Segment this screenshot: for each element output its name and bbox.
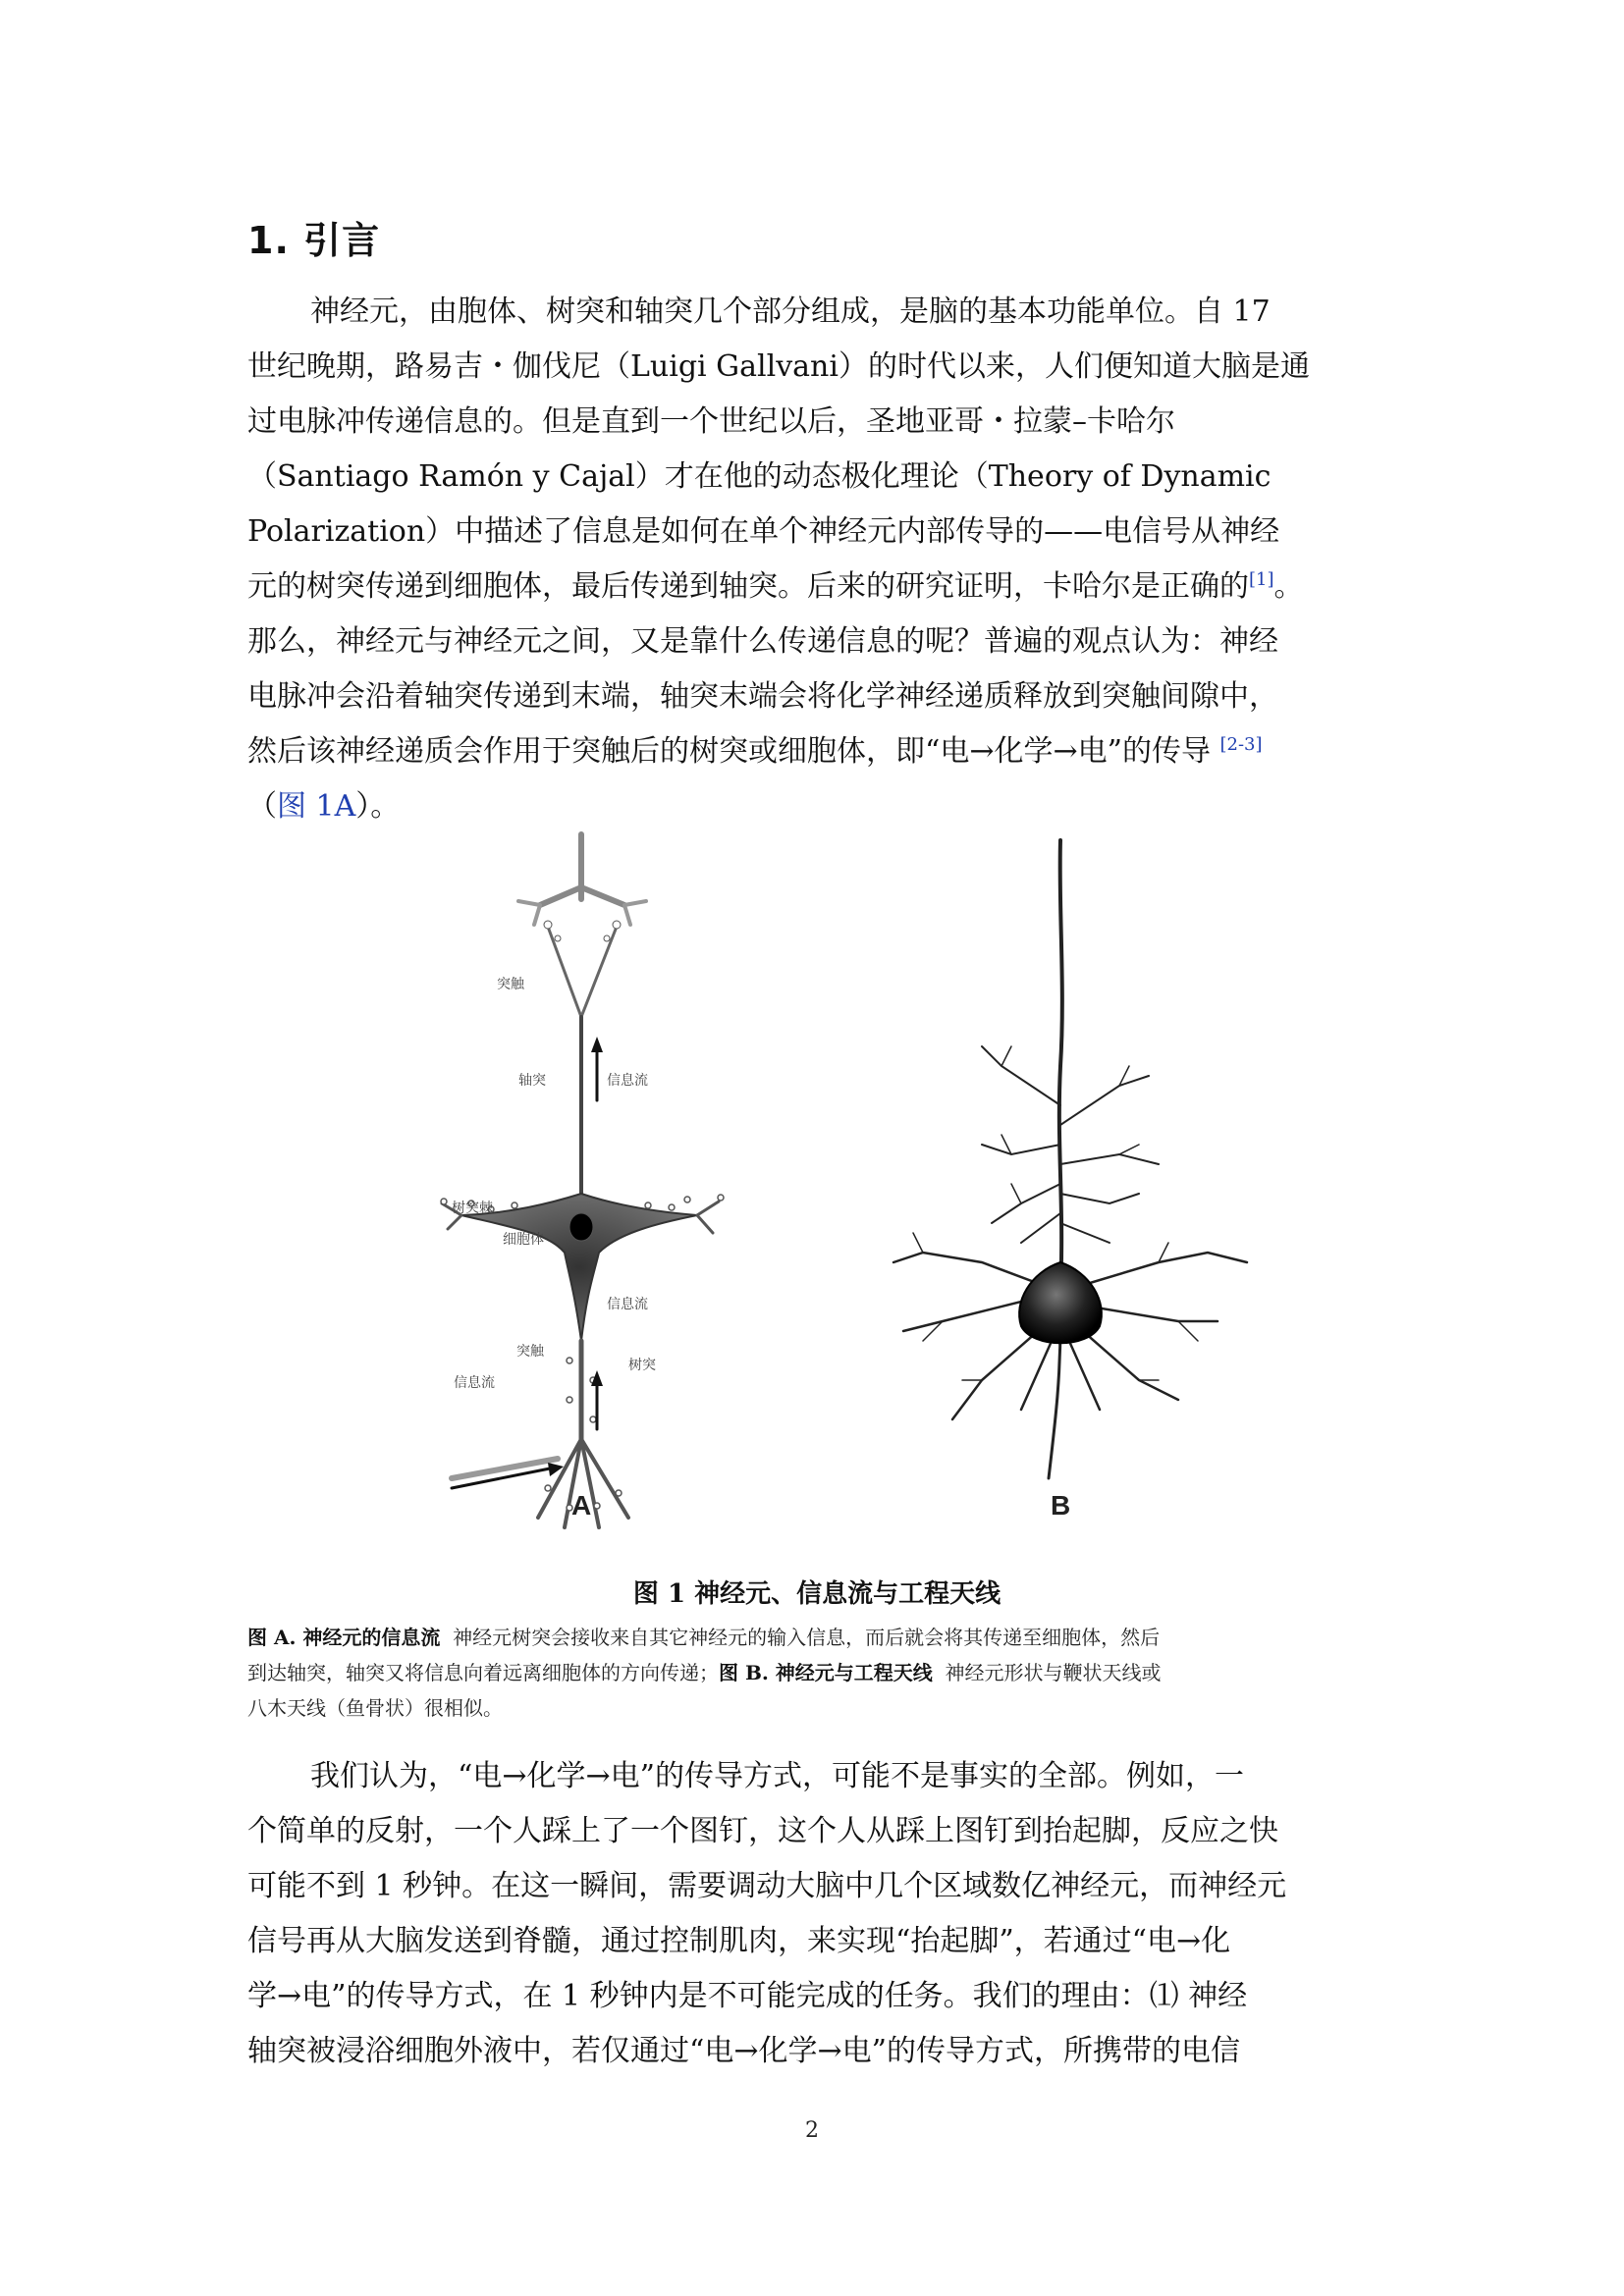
figref-close: ）。 xyxy=(355,789,401,824)
text-line: 然后该神经递质会作用于突触后的树突或细胞体，即“电→化学→电”的传导 xyxy=(247,734,1211,769)
citation-link-1[interactable]: [1] xyxy=(1249,569,1274,590)
text-line: 轴突被浸浴细胞外液中，若仅通过“电→化学→电”的传导方式，所携带的电信 xyxy=(247,2034,1240,2068)
info-flow-label-mid: 信息流 xyxy=(607,1297,648,1312)
section-title: 1. 引言 xyxy=(247,219,381,262)
dendrite-label: 树突 xyxy=(628,1358,656,1373)
text-line: 信号再从大脑发送到脊髓，通过控制肌肉，来实现“抬起脚”，若通过“电→化 xyxy=(247,1924,1231,1958)
argument-paragraph xyxy=(247,1749,1386,2079)
axon-label: 轴突 xyxy=(518,1073,546,1089)
text-line: 世纪晚期，路易吉・伽伐尼（Luigi Gallvani）的时代以来，人们便知道大脑是通 xyxy=(247,349,1310,384)
text-line: 神经元，由胞体、树突和轴突几个部分组成，是脑的基本功能单位。自 17 xyxy=(310,294,1271,329)
info-flow-label-left: 信息流 xyxy=(454,1375,495,1391)
text-line-with-figref xyxy=(247,779,1386,834)
text-line: 我们认为，“电→化学→电”的传导方式，可能不是事实的全部。例如，一 xyxy=(310,1759,1244,1793)
panel-a-neuron xyxy=(441,834,724,1527)
legend-b-text-cont: 八木天线（鱼骨状）很相似。 xyxy=(247,1696,503,1720)
text-line: Polarization）中描述了信息是如何在单个神经元内部传导的——电信号从神经 xyxy=(247,514,1280,549)
text-line-with-ref xyxy=(247,724,1386,779)
figure-1a-link[interactable]: 图 1A xyxy=(277,789,356,824)
figure-1 xyxy=(432,830,1414,1537)
legend-a-title: 图 A. 神经元的信息流 xyxy=(247,1626,441,1649)
text-line: 元的树突传递到细胞体，最后传递到轴突。后来的研究证明，卡哈尔是正确的 xyxy=(247,569,1249,604)
intro-paragraph xyxy=(247,285,1386,834)
figure-legend xyxy=(247,1620,1386,1726)
neuron-figure-svg xyxy=(432,830,1414,1537)
legend-b-text: 神经元形状与鞭状天线或 xyxy=(945,1661,1162,1684)
info-flow-label-top: 信息流 xyxy=(607,1073,648,1089)
figref-open: （ xyxy=(247,789,277,824)
page-number: 2 xyxy=(805,2118,819,2143)
text-line: （Santiago Ramón y Cajal）才在他的动态极化理论（Theory of Dynamic xyxy=(247,459,1272,494)
dendritic-spine-label: 树突棘 xyxy=(452,1201,493,1216)
legend-a-text: 神经元树突会接收来自其它神经元的输入信息，而后就会将其传递至细胞体，然后 xyxy=(453,1626,1161,1649)
legend-a-text-cont: 到达轴突，轴突又将信息向着远离细胞体的方向传递； xyxy=(247,1661,719,1684)
synapse-label-top: 突触 xyxy=(497,977,524,992)
text-line-with-ref xyxy=(247,560,1386,614)
panel-b-neuron xyxy=(893,840,1247,1478)
synapse-label-bottom: 突触 xyxy=(516,1344,544,1360)
text-line: 电脉冲会沿着轴突传递到末端，轴突末端会将化学神经递质释放到突触间隙中， xyxy=(247,679,1278,714)
panel-a-label: A xyxy=(571,1490,592,1521)
text-line: 那么，神经元与神经元之间，又是靠什么传递信息的呢？普遍的观点认为：神经 xyxy=(247,624,1278,659)
panel-b-label: B xyxy=(1051,1490,1071,1521)
text-line: 个简单的反射，一个人踩上了一个图钉，这个人从踩上图钉到抬起脚，反应之快 xyxy=(247,1814,1278,1848)
text-line: 过电脉冲传递信息的。但是直到一个世纪以后，圣地亚哥・拉蒙–卡哈尔 xyxy=(247,404,1175,439)
text-line: 可能不到 1 秒钟。在这一瞬间，需要调动大脑中几个区域数亿神经元，而神经元 xyxy=(247,1869,1287,1903)
citation-link-2-3[interactable]: [2-3] xyxy=(1219,734,1263,755)
text-line-tail: 。 xyxy=(1273,569,1304,604)
legend-b-title: 图 B. 神经元与工程天线 xyxy=(719,1661,933,1684)
text-line: 学→电”的传导方式，在 1 秒钟内是不可能完成的任务。我们的理由：⑴ 神经 xyxy=(247,1979,1248,2013)
figure-caption: 图 1 神经元、信息流与工程天线 xyxy=(632,1579,1001,1609)
soma-label: 细胞体 xyxy=(503,1232,544,1248)
